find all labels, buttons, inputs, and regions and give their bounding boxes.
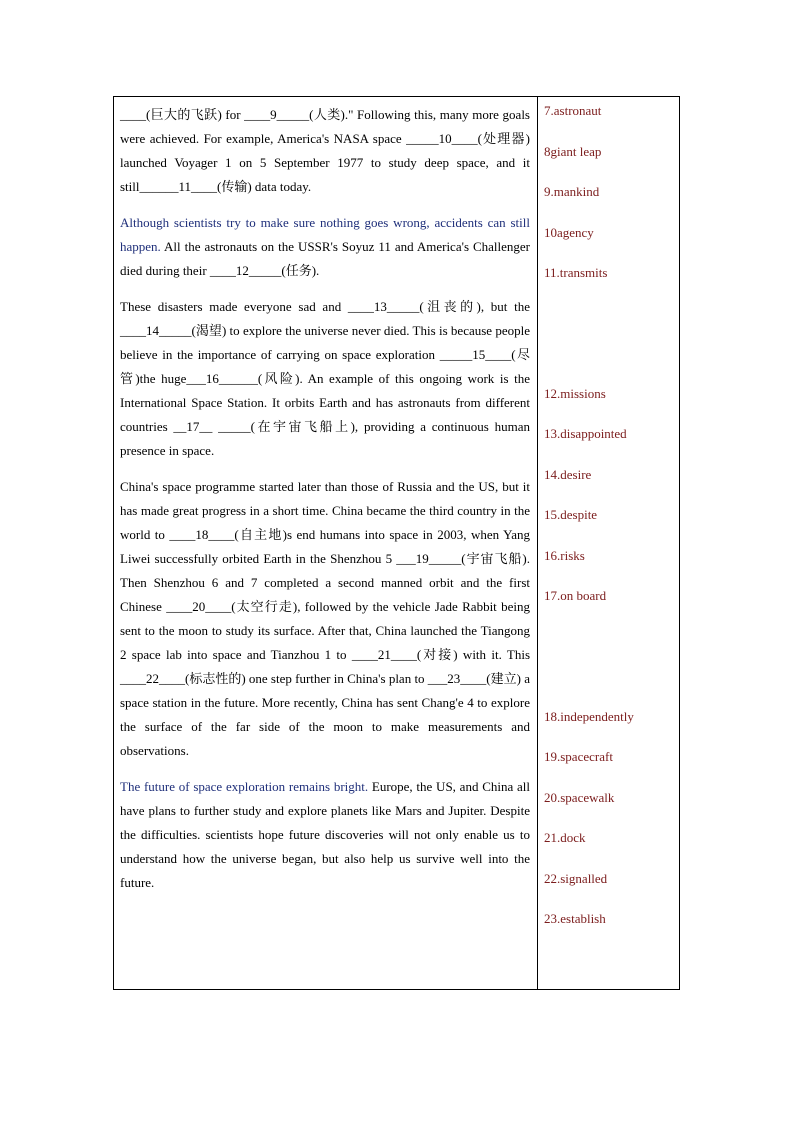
paragraph-text: China's space programme started later than those of Russia and the US, but it has made great progress in a short time. China became the third country in the world to ____18____(自主地)s end humans into space in 2003, when Yang Liwei successfully orbited Earth in the Shenzhou 5 ___19_____(宇宙飞船). Then Shenzhou 6 and 7 completed a second manned orbit and the first Chinese ____20____(太空行走), followed by the vehicle Jade Rabbit being sent to the moon to study its surface. After that, China launched the Tiangong 2 space lab into space and Tianzhou 1 to ____21____(对接) with it. This ____22____(标志性的) one step further in China's plan to ___23____(建立) a space station in the future. More recently, China has sent Chang'e 4 to explore the surface of the far side of the moon to make measurements and observations. (120, 479, 530, 758)
paragraph-3 (120, 295, 530, 463)
answer-item: 20.spacewalk (544, 790, 615, 805)
answer-item: 17.on board (544, 588, 607, 603)
exercise-table (113, 96, 680, 990)
paragraph-lead-sentence: Although scientists try to make sure nothing goes wrong, accidents can still happen. (120, 215, 530, 254)
paragraph-text: ____(巨大的飞跃) for ____9_____(人类)." Following this, many more goals were achieved. For example, America's NASA space _____10____(处理器) launched Voyager 1 on 5 September 1977 to study deep space, and it still______11____(传输) data today. (120, 107, 530, 194)
answer-item: 13.disappointed (544, 426, 627, 441)
answer-item: 16.risks (544, 548, 585, 563)
paragraph-text: Europe, the US, and China all have plans to further study and explore planets like Mars and Jupiter. Despite the difficulties. scientists hope future discoveries will not only enable us to understand how the universe began, but also help us survive well into the future. (120, 779, 530, 890)
paragraph-4 (120, 475, 530, 763)
passage-column (120, 103, 530, 907)
answer-item: 7.astronaut (544, 103, 602, 118)
answer-item: 12.missions (544, 386, 606, 401)
paragraph-text: These disasters made everyone sad and ____13_____(沮丧的), but the ____14_____(渴望) to explore the universe never died. This is because people believe in the importance of carrying on space exploration _____15____(尽管)the huge___16______(风险). An example of this ongoing work is the International Space Station. It orbits Earth and has astronauts from different countries __17__ _____(在宇宙飞船上), providing a continuous human presence in space. (120, 299, 530, 458)
paragraph-2 (120, 211, 530, 283)
paragraph-lead-sentence: The future of space exploration remains bright. (120, 779, 369, 794)
answer-item: 8giant leap (544, 144, 602, 159)
answer-item: 19.spacecraft (544, 749, 613, 764)
answer-item: 9.mankind (544, 184, 600, 199)
answer-item: 14.desire (544, 467, 592, 482)
answer-item: 23.establish (544, 911, 606, 926)
answer-item: 15.despite (544, 507, 598, 522)
paragraph-5 (120, 775, 530, 895)
answer-item: 11.transmits (544, 265, 608, 280)
paragraph-1 (120, 103, 530, 199)
paragraph-text: All the astronauts on the USSR's Soyuz 11 and America's Challenger died during their ____12_____(任务). (120, 239, 530, 278)
column-divider (537, 97, 538, 989)
answer-item: 18.independently (544, 709, 634, 724)
answer-item: 22.signalled (544, 871, 608, 886)
answer-item: 10agency (544, 225, 594, 240)
answer-item: 21.dock (544, 830, 586, 845)
